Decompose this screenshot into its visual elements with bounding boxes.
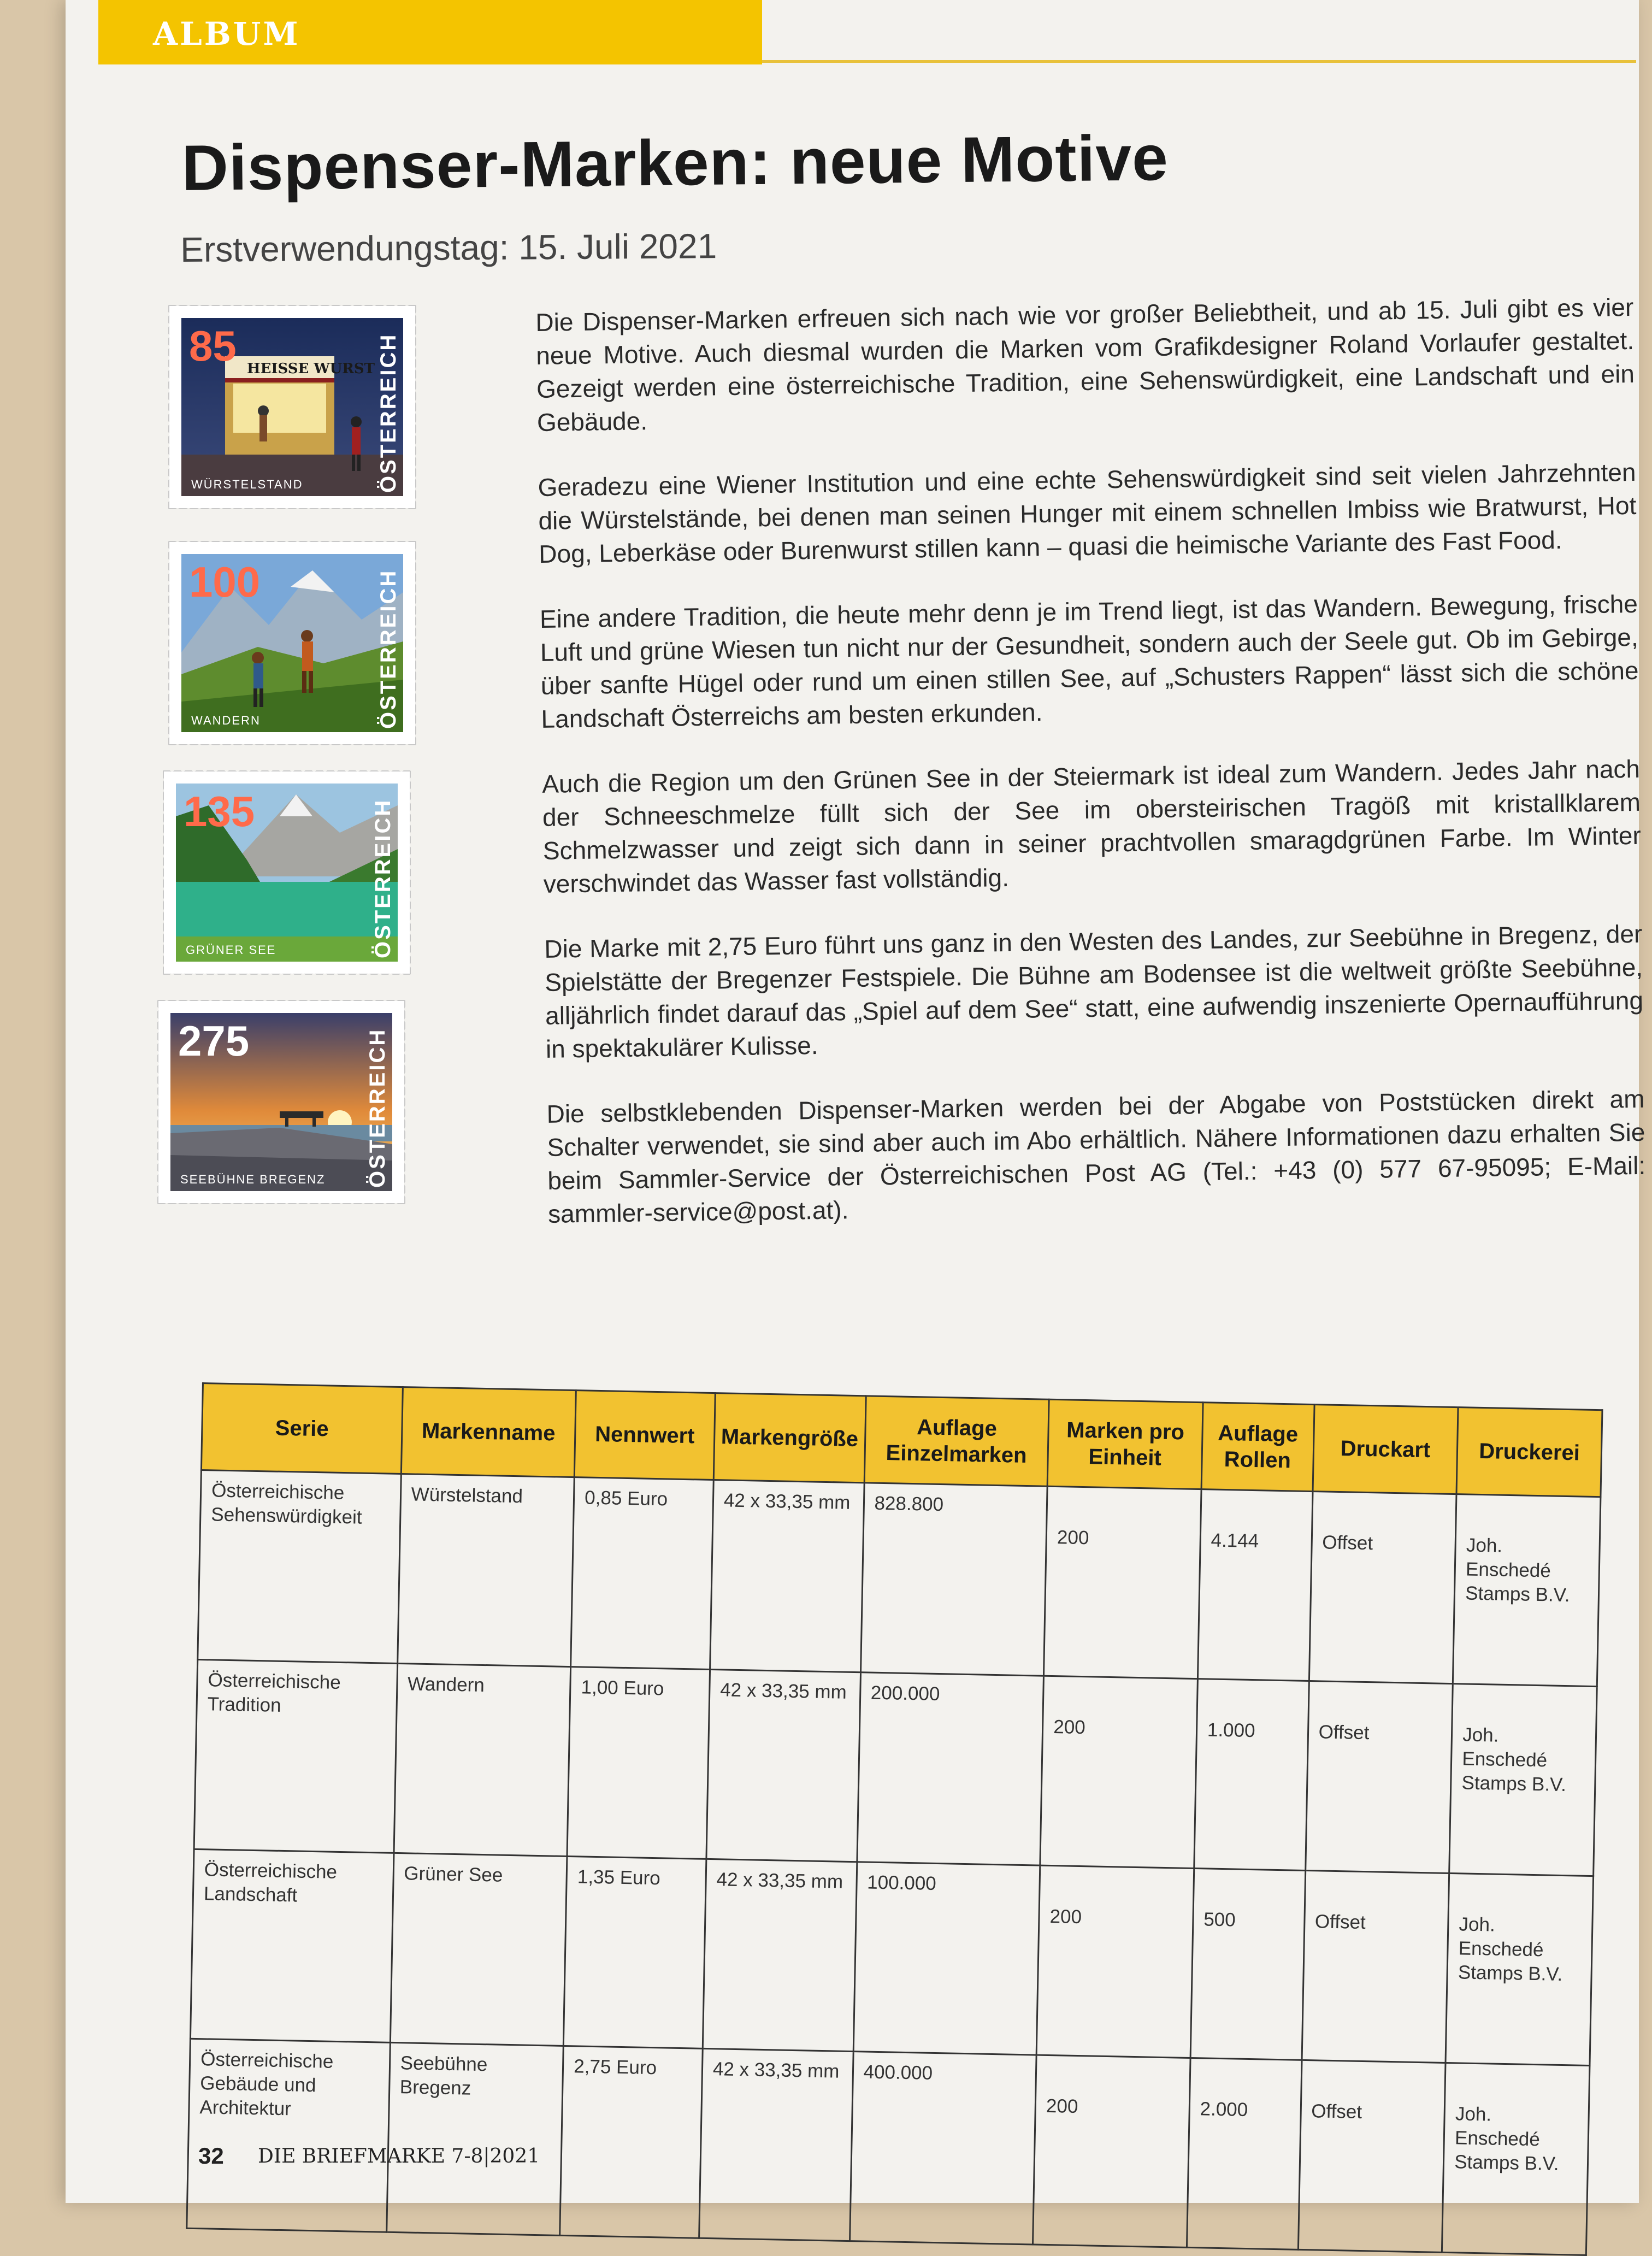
- header-serie: Serie: [201, 1383, 403, 1474]
- cell-auflage-einzelmarken: 828.800: [860, 1483, 1047, 1676]
- header-markenname: Markenname: [401, 1387, 576, 1477]
- table-row: [198, 1470, 1601, 1686]
- cell-markenname: Seebühne Bregenz: [386, 2042, 563, 2235]
- cell-markenname: Wandern: [394, 1663, 571, 1856]
- stamp-gruener-see: [164, 771, 410, 974]
- stamp-seebuehne-bregenz: [158, 1001, 404, 1203]
- stamp-wandern: [169, 542, 415, 744]
- cell-auflage-einzelmarken: 100.000: [853, 1862, 1040, 2055]
- stamp-data-table: [186, 1382, 1603, 2256]
- article-subtitle: Erstverwendungstag: 15. Juli 2021: [180, 226, 717, 269]
- cell-nennwert: 0,85 Euro: [571, 1477, 713, 1670]
- paragraph-intro: Die Dispenser-Marken erfreuen sich nach wie vor großer Beliebtheit, und ab 15. Juli gibt es vier neue Motive. Auch diesmal wurden die Marken vom Grafikdesigner Roland Vorlaufer gestaltet. Gezeigt werden eine österreichische Tradition, eine Sehenswürdigkeit, eine Landschaft und ein Gebäude.: [535, 292, 1635, 437]
- stamp-value: 85: [189, 322, 237, 370]
- cell-druckart: Offset: [1309, 1492, 1456, 1684]
- stamp-name: WÜRSTELSTAND: [191, 478, 303, 491]
- header-druckerei: Druckerei: [1456, 1407, 1602, 1497]
- stamp-image: [181, 318, 403, 496]
- cell-markenname: Würstelstand: [397, 1474, 574, 1667]
- cell-druckerei: Joh. Enschedé Stamps B.V.: [1449, 1684, 1597, 1876]
- table-row: [194, 1659, 1597, 1876]
- header-marken-pro-einheit: Marken pro Einheit: [1047, 1399, 1203, 1489]
- stamp-country: ÖSTERREICH: [365, 1028, 390, 1188]
- paragraph-service: Die selbstklebenden Dispenser-Marken werden bei der Abgabe von Poststücken direkt am Schalter verwendet, sie sind aber auch im Abo erhältlich. Nähere Informationen dazu erhalten Sie beim Sammler-Service der Österreichischen Post AG (Tel.: +43 (0) 577 67-95095; E-Mail: sammler-service@post.at).: [546, 1084, 1646, 1228]
- cell-serie: Österreichische Sehenswürdigkeit: [198, 1470, 401, 1663]
- stamp-country: ÖSTERREICH: [376, 569, 400, 729]
- header-markengroesse: Markengröße: [713, 1393, 866, 1483]
- cell-marken-pro-einheit: 200: [1033, 2055, 1190, 2247]
- stamp-value: 135: [184, 787, 255, 835]
- header-druckart: Druckart: [1313, 1405, 1459, 1494]
- stamp-name: GRÜNER SEE: [186, 943, 276, 957]
- cell-auflage-rollen: 1.000: [1194, 1679, 1309, 1871]
- article-body: [535, 291, 1647, 1263]
- paragraph-wandern: Eine andere Tradition, die heute mehr denn je im Trend liegt, ist das Wandern. Bewegung, frische Luft und grüne Wiesen tun nicht nur der Gesundheit, sondern auch der Seele gut. Ob im Gebirge, über sanfte Hügel oder rund um einen stillen See, auf „Schusters Rappen“ lässt sich die schöne Landschaft Österreichs am besten erkunden.: [539, 589, 1639, 733]
- cell-auflage-rollen: 500: [1190, 1869, 1305, 2060]
- stamp-name: WANDERN: [191, 714, 261, 727]
- cell-druckart: Offset: [1302, 1870, 1449, 2063]
- cell-druckart: Offset: [1305, 1681, 1453, 1873]
- cell-markengroesse: 42 x 33,35 mm: [710, 1480, 864, 1672]
- header-nennwert: Nennwert: [574, 1391, 715, 1480]
- cell-druckart: Offset: [1298, 2060, 1446, 2252]
- stamp-country: ÖSTERREICH: [371, 798, 395, 958]
- section-label: ALBUM: [153, 15, 300, 52]
- stamp-value: 275: [178, 1017, 250, 1065]
- cell-markengroesse: 42 x 33,35 mm: [706, 1669, 860, 1862]
- paragraph-gruener-see: Auch die Region um den Grünen See in der Steiermark ist ideal zum Wandern. Jedes Jahr nach der Schneeschmelze füllt sich der See im obersteirischen Tragöß mit kristallklarem Schmelzwasser und zeigt sich dann in seiner prachtvollen smaragdgrünen Farbe. Im Winter verschwindet das Wasser fast vollständig.: [541, 754, 1642, 898]
- cell-serie: Österreichische Gebäude und Architektur: [187, 2039, 390, 2232]
- cell-marken-pro-einheit: 200: [1040, 1676, 1197, 1868]
- magazine-name: DIE BRIEFMARKE 7-8|2021: [258, 2145, 540, 2167]
- cell-auflage-rollen: 4.144: [1197, 1489, 1312, 1681]
- stamp-sign: HEISSE WURST: [247, 361, 375, 377]
- stamp-name: SEEBÜHNE BREGENZ: [180, 1173, 326, 1186]
- stamp-country: ÖSTERREICH: [376, 333, 400, 493]
- cell-serie: Österreichische Tradition: [194, 1659, 397, 1853]
- cell-druckerei: Joh. Enschedé Stamps B.V.: [1453, 1494, 1601, 1687]
- cell-nennwert: 1,35 Euro: [564, 1856, 706, 2048]
- stamp-value: 100: [189, 558, 261, 606]
- header-auflage-einzelmarken: Auflage Einzelmarken: [864, 1396, 1049, 1486]
- stamp-image: [176, 784, 398, 962]
- page-number: 32: [198, 2143, 224, 2169]
- cell-druckerei: Joh. Enschedé Stamps B.V.: [1446, 1873, 1593, 2065]
- cell-marken-pro-einheit: 200: [1044, 1486, 1201, 1678]
- cell-nennwert: 1,00 Euro: [567, 1667, 710, 1859]
- cell-markenname: Grüner See: [390, 1853, 567, 2046]
- cell-markengroesse: 42 x 33,35 mm: [699, 2048, 853, 2241]
- cell-serie: Österreichische Landschaft: [190, 1849, 393, 2042]
- cell-druckerei: Joh. Enschedé Stamps B.V.: [1442, 2063, 1590, 2255]
- cell-auflage-einzelmarken: 400.000: [849, 2052, 1036, 2245]
- cell-markengroesse: 42 x 33,35 mm: [703, 1859, 857, 2051]
- cell-auflage-rollen: 2.000: [1187, 2058, 1301, 2249]
- paragraph-seebuehne: Die Marke mit 2,75 Euro führt uns ganz in den Westen des Landes, zur Seebühne in Bregenz, der Spielstätte der Bregenzer Festspiele. Die Bühne am Bodensee ist die weltweit größte Seebühne, alljährlich findet darauf das „Spiel auf dem See“ statt, eine aufwendig inszenierte Opernaufführung in spektakulärer Kulisse.: [544, 919, 1644, 1063]
- cell-auflage-einzelmarken: 200.000: [857, 1672, 1043, 1865]
- stamp-image: [170, 1013, 392, 1191]
- paragraph-wuerstelstand: Geradezu eine Wiener Institution und eine echte Sehenswürdigkeit sind seit vielen Jahrzehnten die Würstelstände, bei denen man seinen Hunger mit einem schnellen Imbiss wie Bratwurst, Hot Dog, Leberkäse oder Burenwurst stillen kann – quasi die heimische Variante des Fast Food.: [538, 457, 1637, 568]
- magazine-page: [66, 0, 1646, 2203]
- header-auflage-rollen: Auflage Rollen: [1201, 1403, 1314, 1492]
- section-header-bar: [98, 0, 762, 64]
- header-rule: [762, 60, 1636, 63]
- article-title: Dispenser-Marken: neue Motive: [181, 122, 1169, 204]
- table-row: [190, 1849, 1593, 2065]
- stamp-wuerstelstand: [169, 306, 415, 508]
- cell-marken-pro-einheit: 200: [1036, 1865, 1194, 2058]
- stamp-image: [181, 554, 403, 732]
- cell-nennwert: 2,75 Euro: [560, 2046, 703, 2238]
